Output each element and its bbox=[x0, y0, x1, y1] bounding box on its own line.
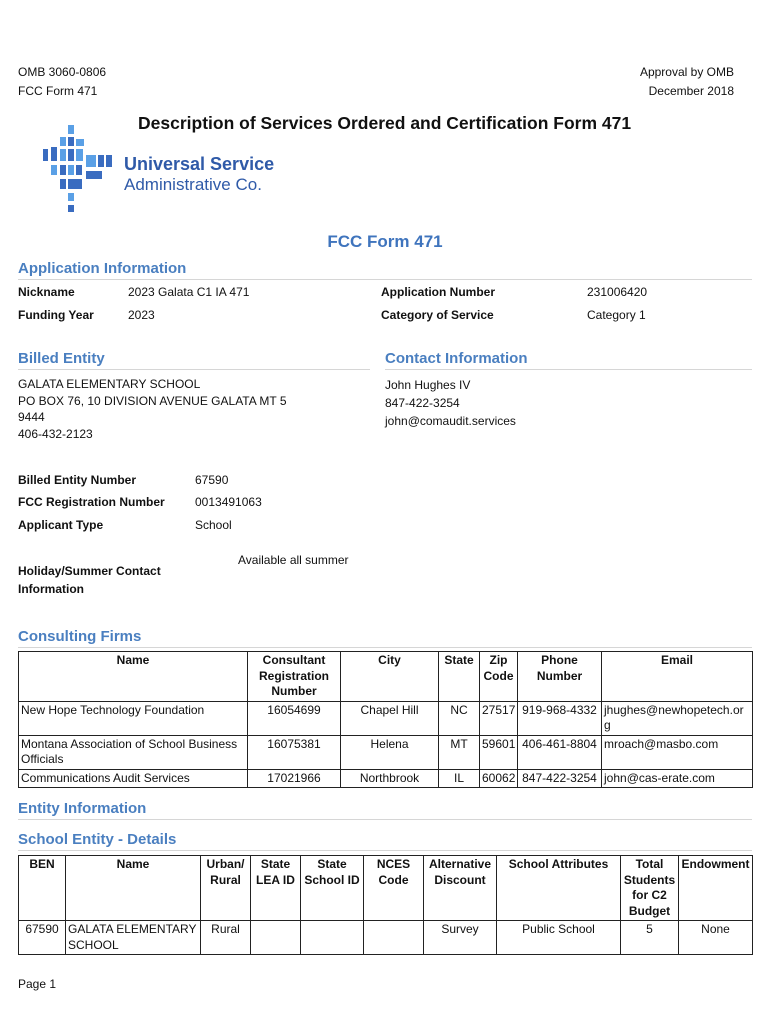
category-label: Category of Service bbox=[381, 308, 494, 322]
firm-phone: 406-461-8804 bbox=[518, 735, 602, 769]
contact-block bbox=[385, 376, 516, 430]
billed-entity-heading: Billed Entity bbox=[18, 350, 105, 367]
firm-zip: 27517 bbox=[480, 701, 518, 735]
firm-zip: 59601 bbox=[480, 735, 518, 769]
col-header-attributes: School Attributes bbox=[497, 856, 621, 921]
header-line: NCES bbox=[376, 857, 411, 871]
frn-value: 0013491063 bbox=[195, 495, 262, 509]
firm-state: MT bbox=[439, 735, 480, 769]
entity-endowment: None bbox=[679, 921, 753, 955]
firm-name: Montana Association of School Business Officials bbox=[19, 735, 248, 769]
logo-line1: Universal Service bbox=[124, 154, 275, 174]
firm-email: john@cas-erate.com bbox=[602, 769, 753, 788]
header-line: Registration bbox=[258, 668, 329, 683]
firm-crn: 16075381 bbox=[248, 735, 341, 769]
applicant-type-value: School bbox=[195, 518, 232, 532]
page-title: Description of Services Ordered and Certification Form 471 bbox=[138, 113, 632, 133]
section-divider bbox=[18, 647, 752, 648]
frn-label: FCC Registration Number bbox=[18, 495, 165, 509]
ben-value: 67590 bbox=[195, 473, 229, 487]
entity-ben: 67590 bbox=[19, 921, 66, 955]
header-line: Urban/ bbox=[206, 857, 245, 871]
header-line: Code bbox=[378, 872, 409, 887]
header-line: LEA ID bbox=[256, 872, 295, 887]
entity-school-id bbox=[301, 921, 364, 955]
header-line: for C2 bbox=[632, 888, 667, 902]
col-header-ben: BEN bbox=[19, 856, 66, 921]
header-line: Rural bbox=[210, 872, 241, 887]
section-divider bbox=[18, 819, 752, 820]
header-line: Consultant bbox=[262, 653, 326, 667]
firm-city: Chapel Hill bbox=[341, 701, 439, 735]
header-line: Phone bbox=[541, 653, 578, 667]
contact-email: john@comaudit.services bbox=[385, 414, 516, 428]
header-line: Number bbox=[271, 684, 317, 698]
col-header-crn bbox=[248, 652, 341, 702]
logo-line2: Administrative Co. bbox=[124, 175, 262, 194]
col-header-students bbox=[621, 856, 679, 921]
header-line: Zip bbox=[489, 653, 508, 667]
col-header-endowment: Endowment bbox=[679, 856, 753, 921]
approval-date: December 2018 bbox=[648, 84, 734, 98]
section-divider bbox=[385, 369, 752, 370]
header-line: Discount bbox=[434, 872, 486, 887]
header-line: Code bbox=[483, 668, 514, 683]
category-value: Category 1 bbox=[587, 308, 646, 322]
holiday-label-line2: Information bbox=[18, 582, 84, 596]
col-header-email: Email bbox=[602, 652, 753, 702]
section-divider bbox=[18, 279, 752, 280]
entity-alt-discount: Survey bbox=[424, 921, 497, 955]
form-number: FCC Form 471 bbox=[18, 84, 98, 98]
col-header-name: Name bbox=[19, 652, 248, 702]
applicant-type-label: Applicant Type bbox=[18, 518, 104, 532]
section-divider bbox=[18, 850, 752, 851]
firm-phone: 919-968-4332 bbox=[518, 701, 602, 735]
entity-nces bbox=[364, 921, 424, 955]
nickname-value: 2023 Galata C1 IA 471 bbox=[128, 285, 250, 299]
entity-name: GALATA ELEMENTARY SCHOOL bbox=[66, 921, 201, 955]
col-header-phone bbox=[518, 652, 602, 702]
col-header-urban-rural bbox=[201, 856, 251, 921]
col-header-nces bbox=[364, 856, 424, 921]
firm-state: IL bbox=[439, 769, 480, 788]
header-line: Number bbox=[536, 668, 583, 683]
table-row bbox=[19, 735, 753, 769]
col-header-alt-discount bbox=[424, 856, 497, 921]
firm-city: Northbrook bbox=[341, 769, 439, 788]
school-entity-table bbox=[18, 855, 753, 955]
holiday-label-line1: Holiday/Summer Contact bbox=[18, 564, 161, 578]
holiday-contact-label bbox=[18, 562, 161, 598]
address-line2: 9444 bbox=[18, 410, 45, 424]
entity-urban-rural: Rural bbox=[201, 921, 251, 955]
header-line: Budget bbox=[628, 903, 671, 918]
usac-tiles-logo-icon bbox=[40, 125, 115, 213]
header-line: Alternative bbox=[428, 857, 492, 871]
firm-phone: 847-422-3254 bbox=[518, 769, 602, 788]
entity-students: 5 bbox=[621, 921, 679, 955]
nickname-label: Nickname bbox=[18, 285, 75, 299]
table-row bbox=[19, 701, 753, 735]
firm-email: jhughes@newhopetech.org bbox=[602, 701, 753, 735]
billed-entity-phone: 406-432-2123 bbox=[18, 426, 93, 441]
header-line: Total bbox=[635, 857, 664, 871]
firm-crn: 16054699 bbox=[248, 701, 341, 735]
holiday-contact-value: Available all summer bbox=[238, 553, 349, 567]
consulting-firms-heading: Consulting Firms bbox=[18, 628, 142, 645]
contact-name: John Hughes IV bbox=[385, 378, 471, 392]
table-header-row bbox=[19, 856, 753, 921]
usac-logo bbox=[40, 125, 280, 215]
firm-name: Communications Audit Services bbox=[19, 769, 248, 788]
header-line: School ID bbox=[304, 872, 360, 887]
address-line1: PO BOX 76, 10 DIVISION AVENUE GALATA MT 5 bbox=[18, 393, 287, 408]
table-row bbox=[19, 921, 753, 955]
application-number-label: Application Number bbox=[381, 285, 496, 299]
col-header-city: City bbox=[341, 652, 439, 702]
firm-crn: 17021966 bbox=[248, 769, 341, 788]
contact-information-heading: Contact Information bbox=[385, 350, 528, 367]
ben-label: Billed Entity Number bbox=[18, 473, 137, 487]
firm-email: mroach@masbo.com bbox=[602, 735, 753, 769]
firm-city: Helena bbox=[341, 735, 439, 769]
billed-entity-name: GALATA ELEMENTARY SCHOOL bbox=[18, 377, 201, 391]
table-header-row bbox=[19, 652, 753, 702]
omb-approval: Approval by OMB bbox=[639, 65, 734, 79]
firm-name: New Hope Technology Foundation bbox=[19, 701, 248, 735]
application-number-value: 231006420 bbox=[587, 285, 648, 299]
funding-year-value: 2023 bbox=[128, 308, 155, 322]
omb-number: OMB 3060-0806 bbox=[18, 65, 107, 79]
firm-zip: 60062 bbox=[480, 769, 518, 788]
col-header-lea-id bbox=[251, 856, 301, 921]
col-header-zip bbox=[480, 652, 518, 702]
header-line: State bbox=[317, 857, 347, 871]
header-line: Students bbox=[623, 872, 676, 887]
page-number: Page 1 bbox=[18, 977, 57, 991]
table-row bbox=[19, 769, 753, 788]
billed-entity-address bbox=[18, 376, 287, 442]
funding-year-label: Funding Year bbox=[18, 308, 94, 322]
form-heading: FCC Form 471 bbox=[327, 232, 443, 251]
school-entity-details-heading: School Entity - Details bbox=[18, 831, 177, 848]
application-information-heading: Application Information bbox=[18, 260, 187, 277]
col-header-state: State bbox=[439, 652, 480, 702]
firm-state: NC bbox=[439, 701, 480, 735]
entity-lea-id bbox=[251, 921, 301, 955]
section-divider bbox=[18, 369, 370, 370]
col-header-school-id bbox=[301, 856, 364, 921]
contact-phone: 847-422-3254 bbox=[385, 396, 460, 410]
entity-information-heading: Entity Information bbox=[18, 800, 147, 817]
consulting-firms-table bbox=[18, 651, 753, 788]
header-line: State bbox=[260, 857, 291, 871]
entity-attributes: Public School bbox=[497, 921, 621, 955]
col-header-name: Name bbox=[66, 856, 201, 921]
